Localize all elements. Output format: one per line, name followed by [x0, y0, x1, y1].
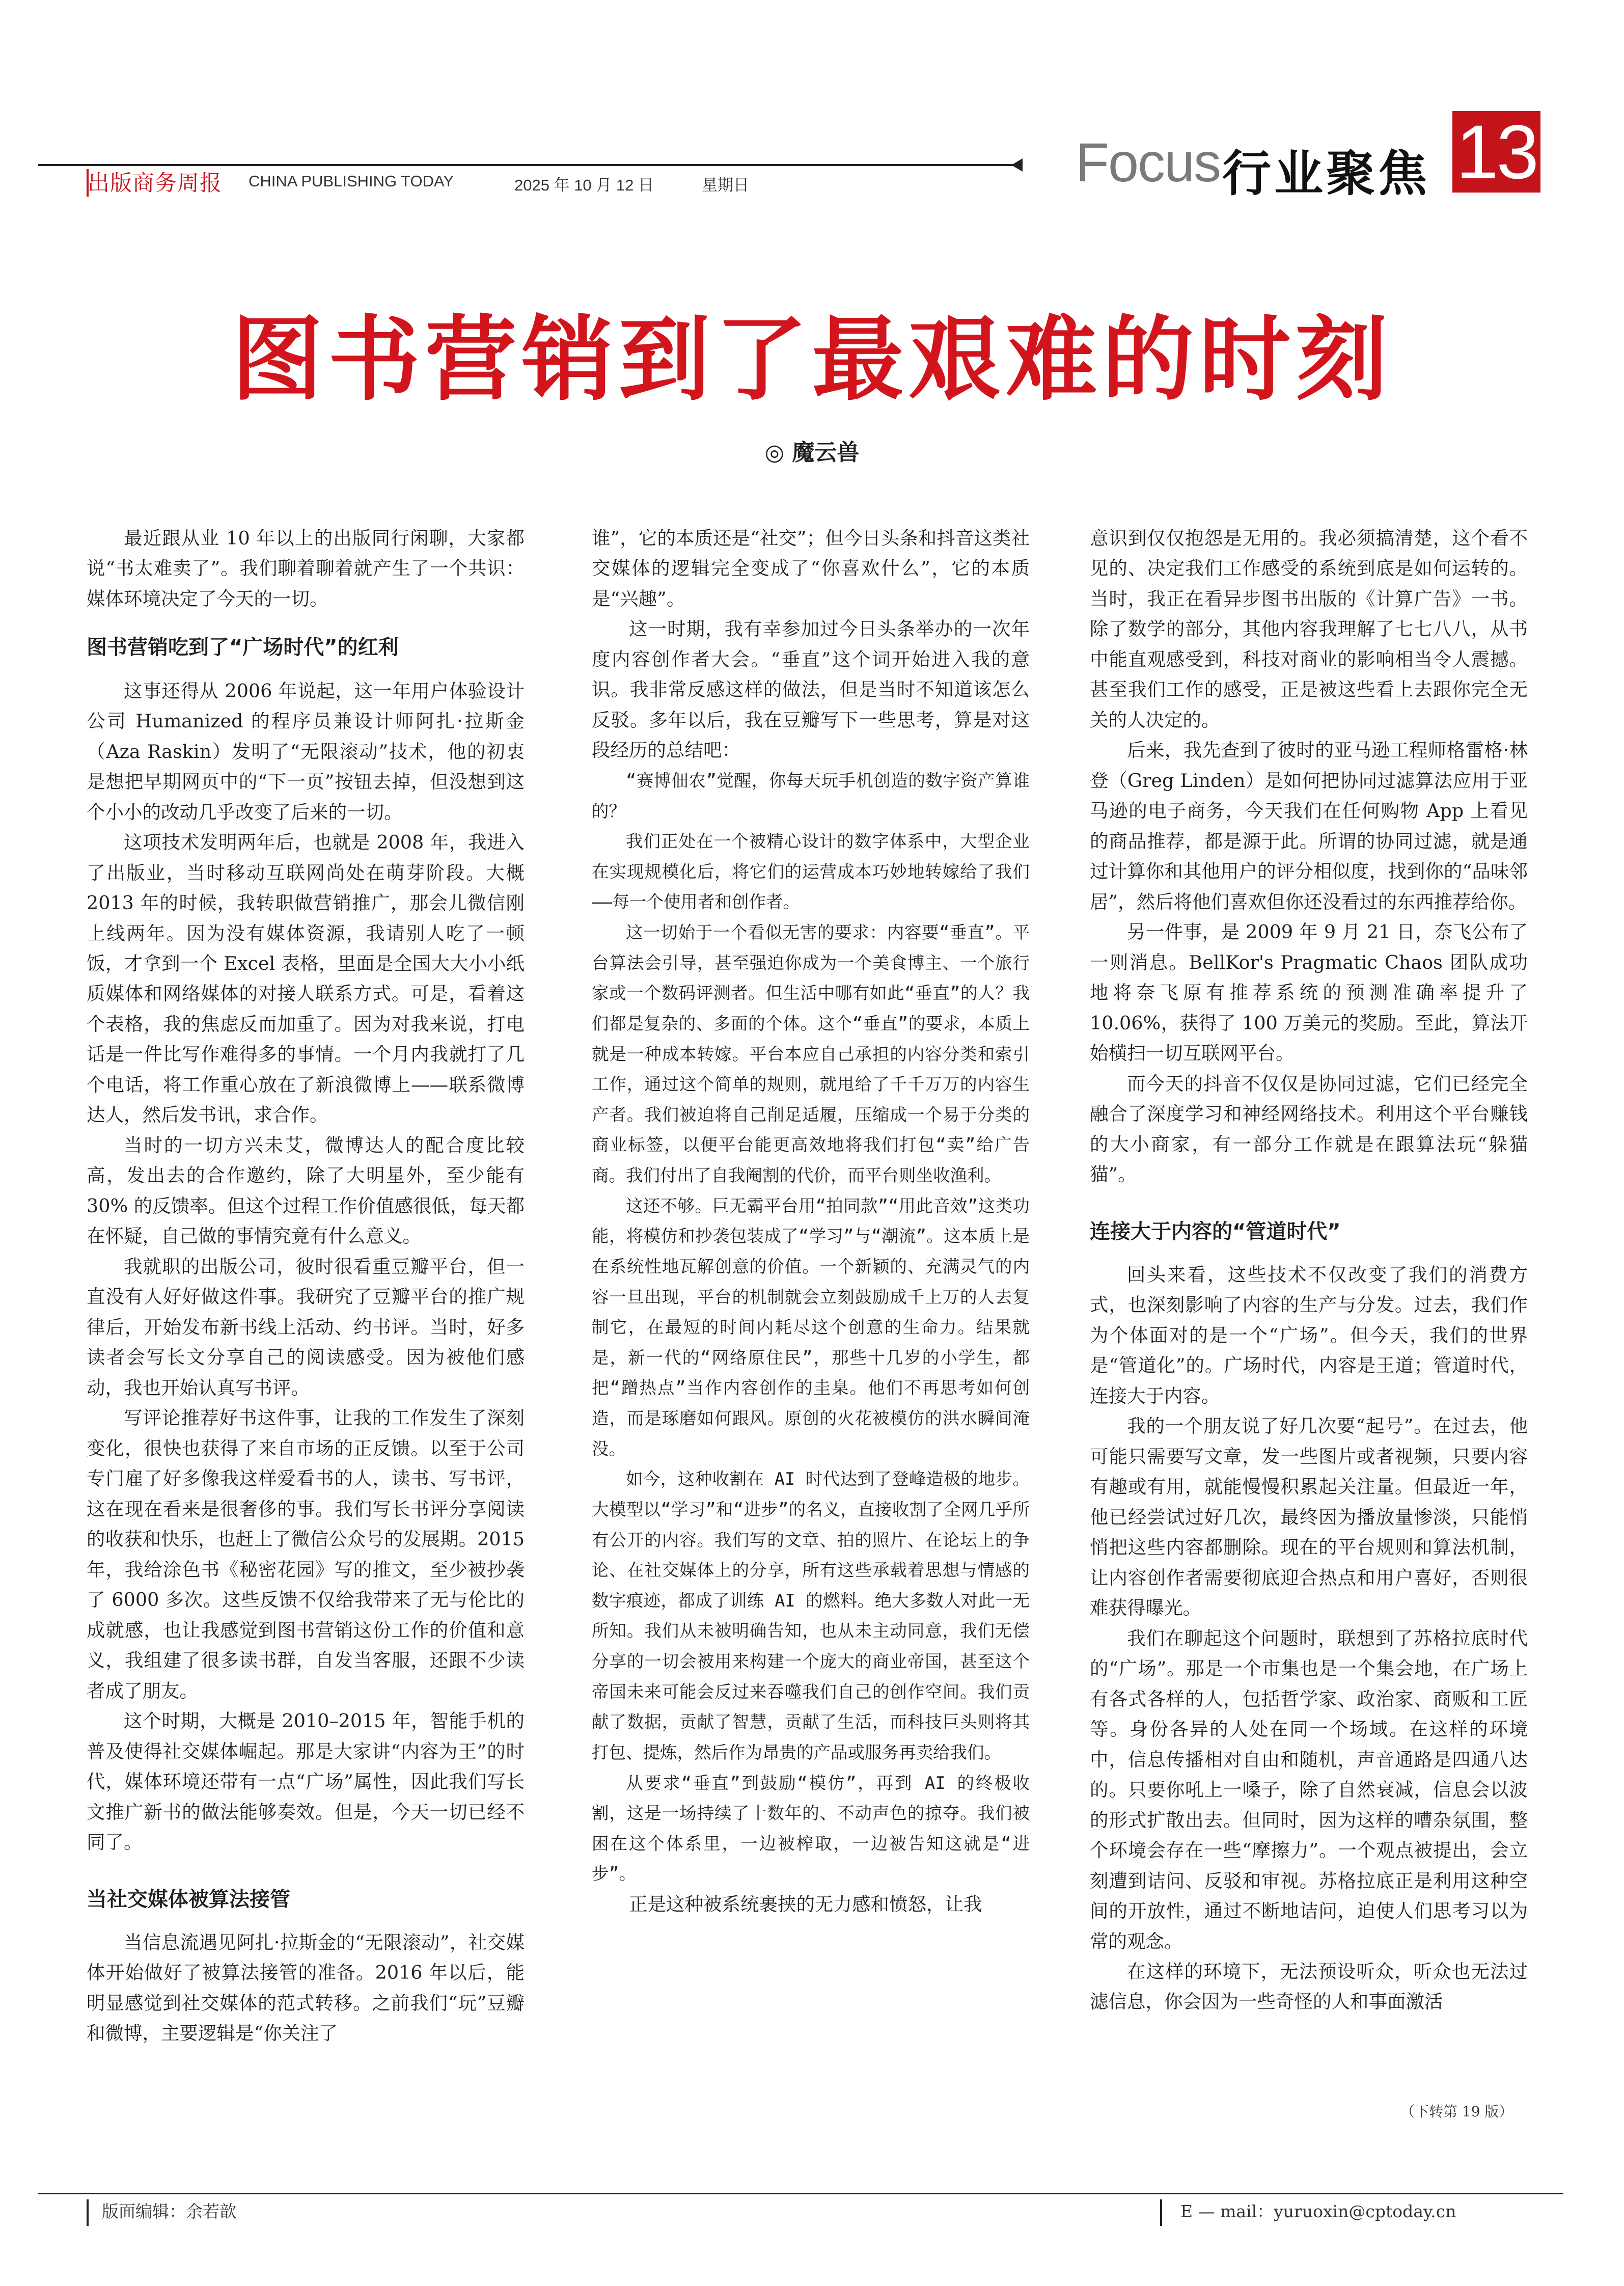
article-author: ◎ 魔云兽	[764, 440, 860, 466]
paragraph: 另一件事，是 2009 年 9 月 21 日，奈飞公布了一则消息。BellKor's Pragmatic Chaos 团队成功地将奈飞原有推荐系统的预测准确率提升了 10.06%，获得了 100 万美元的奖励。至此，算法开始横扫一切互联网平台。	[1090, 921, 1528, 1065]
paragraph: 我就职的出版公司，彼时很看重豆瓣平台，但一直没有人好好做这件事。我研究了豆瓣平台的推广规律后，开始发布新书线上活动、约书评。当时，好多读者会写长文分享自己的阅读感受。因为被他们感动，我也开始认真写书评。	[87, 1255, 525, 1399]
section-heading: 连接大于内容的“管道时代”	[1090, 1219, 1341, 1243]
quote-paragraph: 我们正处在一个被精心设计的数字体系中，大型企业在实现规模化后，将它们的运营成本巧妙地转嫁给了我们——每一个使用者和创作者。	[592, 831, 1030, 912]
jump-note: （下转第 19 版）	[1400, 2103, 1513, 2120]
section-en: Focus	[1076, 131, 1221, 193]
paragraph: 写评论推荐好书这件事，让我的工作发生了深刻变化，很快也获得了来自市场的正反馈。以至于公司专门雇了好多像我这样爱看书的人，读书、写书评，这在现在看来是很奢侈的事。我们写长书评分享阅读的收获和快乐，也赶上了微信公众号的发展期。2015 年，我给涂色书《秘密花园》写的推文，至少被抄袭了 6000 多次。这些反馈不仅给我带来了无与伦比的成就感，也让我感觉到图书营销这份工作的价值和意义，我组建了很多读书群，自发当客服，还跟不少读者成了朋友。	[87, 1407, 525, 1702]
paragraph: 回头来看，这些技术不仅改变了我们的消费方式，也深刻影响了内容的生产与分发。过去，我们作为个体面对的是一个“广场”。但今天，我们的世界是“管道化”的。广场时代，内容是王道；管道时代，连接大于内容。	[1090, 1263, 1528, 1407]
section-heading: 当社交媒体被算法接管	[87, 1887, 290, 1911]
issue-date: 2025 年 10 月 12 日	[514, 176, 654, 194]
paragraph: 谁”，它的本质还是“社交”；但今日头条和抖音这类社交媒体的逻辑完全变成了“你喜欢什么”，它的本质是“兴趣”。	[592, 527, 1030, 610]
page-number: 13	[1452, 111, 1540, 193]
editor-email: E — mail：yuruoxin@cptoday.cn	[1180, 2201, 1456, 2221]
footer-divider	[87, 2199, 89, 2226]
page-editor: 版面编辑：余若歆	[102, 2201, 236, 2221]
paragraph: 正是这种被系统裹挟的无力感和愤怒，让我	[629, 1893, 982, 1915]
paragraph: 在这样的环境下，无法预设听众，听众也无法过滤信息，你会因为一些奇怪的人和事面激活	[1090, 1960, 1528, 2013]
paragraph: 这一时期，我有幸参加过今日头条举办的一次年度内容创作者大会。“垂直”这个词开始进入我的意识。我非常反感这样的做法，但是当时不知道该怎么反驳。多年以后，我在豆瓣写下一些思考，算是对这段经历的总结吧：	[592, 618, 1030, 761]
footer-rule	[38, 2193, 1563, 2194]
english-name: CHINA PUBLISHING TODAY	[249, 172, 454, 190]
paragraph: 这事还得从 2006 年说起，这一年用户体验设计公司 Humanized 的程序员兼设计师阿扎·拉斯金（Aza Raskin）发明了“无限滚动”技术，他的初衷是想把早期网页中的“下一页”按钮去掉，但没想到这个小小的改动几乎改变了后来的一切。	[87, 679, 525, 823]
footer-divider	[1160, 2199, 1162, 2226]
quote-paragraph: 从要求“垂直”到鼓励“模仿”，再到 AI 的终极收割，这是一场持续了十数年的、不动声色的掠夺。我们被困在这个体系里，一边被榨取，一边被告知这就是“进步”。	[592, 1773, 1030, 1884]
paragraph: 我的一个朋友说了好几次要“起号”。在过去，他可能只需要写文章，发一些图片或者视频，只要内容有趣或有用，就能慢慢积累起关注量。但最近一年，他已经尝试过好几次，最终因为播放量惨淡，只能悄悄把这些内容都删除。现在的平台规则和算法机制，让内容创作者需要彻底迎合热点和用户喜好，否则很难获得曝光。	[1090, 1415, 1528, 1619]
quote-paragraph: 如今，这种收割在 AI 时代达到了登峰造极的地步。大模型以“学习”和“进步”的名义，直接收割了全网几乎所有公开的内容。我们写的文章、拍的照片、在论坛上的争论、在社交媒体上的分享，所有这些承载着思想与情感的数字痕迹，都成了训练 AI 的燃料。绝大多数人对此一无所知。我们从未被明确告知，也从未主动同意，我们无偿分享的一切会被用来构建一个庞大的商业帝国，甚至这个帝国未来可能会反过来吞噬我们自己的创作空间。我们贡献了数据，贡献了智慧，贡献了生活，而科技巨头则将其打包、提炼，然后作为昂贵的产品或服务再卖给我们。	[592, 1469, 1030, 1762]
header-arrow-icon	[1011, 158, 1023, 172]
paragraph: 当时的一切方兴未艾，微博达人的配合度比较高，发出去的合作邀约，除了大明星外，至少能有 30% 的反馈率。但这个过程工作价值感很低，每天都在怀疑，自己做的事情究竟有什么意义。	[87, 1134, 525, 1247]
section-cn: 行业聚焦	[1222, 145, 1430, 202]
paragraph: 我们在聊起这个问题时，联想到了苏格拉底时代的“广场”。那是一个市集也是一个集会地，在广场上有各式各样的人，包括哲学家、政治家、商贩和工匠等。身份各异的人处在同一个场域。在这样的环境中，信息传播相对自由和随机，声音通路是四通八达的。只要你吼上一嗓子，除了自然衰减，信息会以波的形式扩散出去。但同时，因为这样的嘈杂氛围，整个环境会存在一些“摩擦力”。一个观点被提出，会立刻遭到诘问、反驳和审视。苏格拉底正是利用这种空间的开放性，通过不断地诘问，迫使人们思考习以为常的观念。	[1090, 1627, 1528, 1952]
weekday: 星期日	[702, 176, 749, 194]
paragraph: 最近跟从业 10 年以上的出版同行闲聊，大家都说“书太难卖了”。我们聊着聊着就产生了一个共识：媒体环境决定了今天的一切。	[87, 527, 525, 610]
column-1	[87, 523, 525, 2049]
quote-paragraph: 这一切始于一个看似无害的要求：内容要“垂直”。平台算法会引导，甚至强迫你成为一个美食博主、一个旅行家或一个数码评测者。但生活中哪有如此“垂直”的人？我们都是复杂的、多面的个体。这个“垂直”的要求，本质上就是一种成本转嫁。平台本应自己承担的内容分类和索引工作，通过这个简单的规则，就甩给了千千万万的内容生产者。我们被迫将自己削足适履，压缩成一个易于分类的商业标签，以便平台能更高效地将我们打包“卖”给广告商。我们付出了自我阉割的代价，而平台则坐收渔利。	[592, 922, 1030, 1185]
section-heading: 图书营销吃到了“广场时代”的红利	[87, 636, 399, 660]
paragraph: 意识到仅仅抱怨是无用的。我必须搞清楚，这个看不见的、决定我们工作感受的系统到底是如何运转的。当时，我正在看异步图书出版的《计算广告》一书。除了数学的部分，其他内容我理解了七七八八，从书中能直观感受到，科技对商业的影响相当令人震撼。甚至我们工作的感受，正是被这些看上去跟你完全无关的人决定的。	[1090, 527, 1528, 731]
column-3	[1090, 523, 1528, 2017]
paragraph: 这个时期，大概是 2010–2015 年，智能手机的普及使得社交媒体崛起。那是大家讲“内容为王”的时代，媒体环境还带有一点“广场”属性，因此我们写长文推广新书的做法能够奏效。但是，今天一切已经不同了。	[87, 1710, 525, 1854]
paragraph: 这项技术发明两年后，也就是 2008 年，我进入了出版业，当时移动互联网尚处在萌芽阶段。大概 2013 年的时候，我转职做营销推广，那会儿微信刚上线两年。因为没有媒体资源，我请别人吃了一顿饭，才拿到一个 Excel 表格，里面是全国大大小小纸质媒体和网络媒体的对接人联系方式。可是，看着这个表格，我的焦虑反而加重了。因为对我来说，打电话是一件比写作难得多的事情。一个月内我就打了几个电话，将工作重心放在了新浪微博上——联系微博达人，然后发书讯，求合作。	[87, 831, 525, 1126]
paragraph: 当信息流遇见阿扎·拉斯金的“无限滚动”，社交媒体开始做好了被算法接管的准备。2016 年以后，能明显感觉到社交媒体的范式转移。之前我们“玩”豆瓣和微博，主要逻辑是“你关注了	[87, 1931, 525, 2045]
quote-paragraph: 这还不够。巨无霸平台用“拍同款”“用此音效”这类功能，将模仿和抄袭包装成了“学习”与“潮流”。这本质上是在系统性地瓦解创意的价值。一个新颖的、充满灵气的内容一旦出现，平台的机制就会立刻鼓励成千上万的人去复制它，在最短的时间内耗尽这个创意的生命力。结果就是，新一代的“网络原住民”，那些十几岁的小学生，都把“蹭热点”当作内容创作的圭臬。他们不再思考如何创造，而是琢磨如何跟风。原创的火花被模仿的洪水瞬间淹没。	[592, 1195, 1030, 1459]
paragraph: 而今天的抖音不仅仅是协同过滤，它们已经完全融合了深度学习和神经网络技术。利用这个平台赚钱的大小商家，有一部分工作就是在跟算法玩“躲猫猫”。	[1090, 1072, 1528, 1186]
column-2	[592, 523, 1030, 1919]
article-title: 图书营销到了最艰难的时刻	[231, 307, 1393, 413]
paragraph: 后来，我先查到了彼时的亚马逊工程师格雷格·林登（Greg Linden）是如何把协同过滤算法应用于亚马逊的电子商务，今天我们在任何购物 App 上看见的商品推荐，都是源于此。所谓的协同过滤，就是通过计算你和其他用户的评分相似度，找到你的“品味邻居”，然后将他们喜欢但你还没看过的东西推荐给你。	[1090, 739, 1528, 913]
masthead: 出版商务周报	[88, 171, 222, 196]
quote-paragraph: “赛博佃农”觉醒，你每天玩手机创造的数字资产算谁的？	[592, 770, 1030, 821]
